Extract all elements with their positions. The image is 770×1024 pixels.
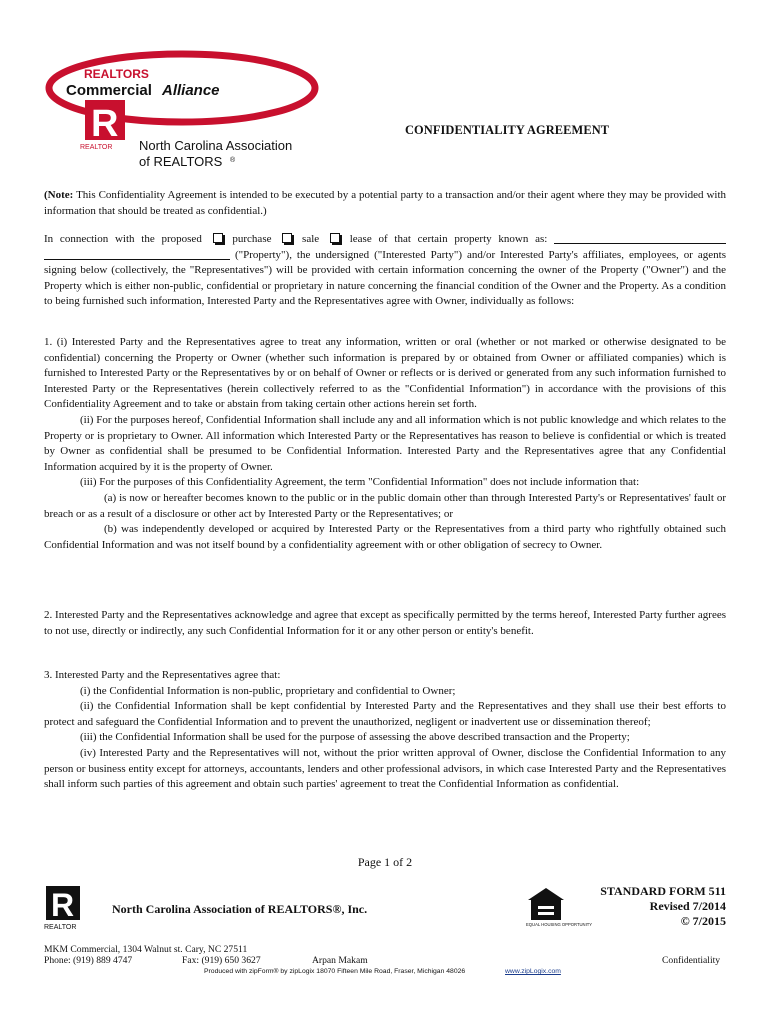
logo-realtor-mark: REALTOR [80, 144, 113, 151]
s1-ii: (ii) For the purposes hereof, Confidential Information shall include any and all information which is not public knowledge and which relates to the Property or is proprietary to Owner. All information which Interested Party or the Representatives has reason to believe is confidential or which is treated by Owner as confidential shall be presumed to be Confidential Information. Interested Party and the Representatives agree that any Confidential Information acquired by it is the property of Owner. [44, 413, 726, 473]
logo-org-line1: North Carolina Association [139, 138, 293, 153]
logo-reg: ® [230, 157, 236, 164]
lease-checkbox[interactable] [330, 233, 340, 243]
logo-realtors-text: REALTORS [84, 67, 149, 81]
produced-with-line: Produced with zipForm® by zipLogix 18070 Fifteen Mile Road, Fraser, Michigan 48026 [204, 968, 466, 975]
sale-label: sale [302, 233, 320, 245]
agent-name: Arpan Makam [312, 955, 368, 966]
sale-checkbox[interactable] [282, 233, 292, 243]
form-info [560, 884, 726, 929]
property-field-1[interactable] [554, 243, 726, 244]
intro-lead: In connection with the proposed [44, 233, 202, 245]
footer-org-name: North Carolina Association of REALTORS®, Inc. [112, 902, 368, 916]
broker-fax: Fax: (919) 650 3627 [182, 955, 261, 966]
purchase-label: purchase [232, 233, 272, 245]
note-text: This Confidentiality Agreement is intended to be executed by a potential party to a transaction and/or their agent where they may be provided with information that should be treated as confidential.) [44, 189, 726, 217]
s3-i: (i) the Confidential Information is non-public, proprietary and confidential to Owner; [80, 684, 456, 697]
intro-after-options: of that certain property known as: [378, 233, 548, 245]
document-name: Confidentiality [662, 955, 721, 966]
s1-a: (a) is now or hereafter becomes known to the public or in the public domain other than through Interested Party's or Representatives' fault or breach or as a result of a disclosure or other act by Interested Party or the Representatives; or [44, 491, 726, 520]
realtors-commercial-alliance-logo [44, 50, 324, 175]
form-copyright: © 7/2015 [680, 914, 726, 928]
s2: 2. Interested Party and the Representatives acknowledge and agree that except as specifically permitted by the terms hereof, Interested Party further agrees to not use, directly or indirectly, any such Confidential Information for it or any other person or entity's benefit. [44, 609, 726, 637]
broker-phone: Phone: (919) 889 4747 [44, 955, 133, 966]
intro-after-blank: ("Property"), the undersigned ("Interested Party") and/or Interested Party's affiliates, employees, or agents signing below (collectively, the "Representatives") will be provided with certain information concerning the owner of the Property ("Owner") and the Property which is either non-public, confidential or proprietary in nature concerning the financial condition of the Owner and the Property. As a condition to being furnished such information, Interested Party and the Representatives agree with Owner, individually as follows: [44, 248, 726, 308]
logo-alliance-text: Alliance [162, 82, 220, 99]
ziplogix-link[interactable]: www.zipLogix.com [505, 968, 561, 975]
property-field-2[interactable] [44, 259, 230, 260]
realtor-logo-icon [44, 884, 88, 932]
form-number: STANDARD FORM 511 [600, 884, 726, 898]
s3: 3. Interested Party and the Representatives agree that: [44, 669, 281, 681]
s3-ii: (ii) the Confidential Information shall be kept confidential by Interested Party and the Representatives and they shall use their best efforts to protect and safeguard the Confidential Information and to prevent the unauthorized, negligent or inadvertent use or dissemination thereof; [44, 700, 726, 728]
s1-iii: (iii) For the purposes of this Confidentiality Agreement, the term "Confidential Information" does not include information that: [80, 476, 640, 489]
purchase-checkbox[interactable] [213, 233, 223, 243]
intro-paragraph [44, 232, 726, 310]
s3-iii: (iii) the Confidential Information shall be used for the purpose of assessing the above described transaction and the Property; [80, 731, 630, 744]
logo-graphic [44, 50, 324, 175]
svg-text:R: R [51, 887, 75, 923]
section-3 [44, 668, 726, 793]
broker-address: MKM Commercial, 1304 Walnut st. Cary, NC 27511 [44, 944, 248, 955]
s1-b: (b) was independently developed or acquired by Interested Party or the Representatives from a third party who rightfully obtained such Confidential Information and was not itself bound by a confidentiality agreement with or other obligation of secrecy to Owner. [44, 523, 726, 551]
logo-org-line2: of REALTORS [139, 154, 223, 169]
note-paragraph [44, 188, 726, 219]
logo-commercial-text: Commercial [66, 82, 152, 99]
section-2 [44, 608, 726, 639]
svg-text:R: R [91, 103, 119, 145]
footer-realtor-mark: REALTOR [44, 924, 77, 931]
equal-housing-text: EQUAL HOUSING OPPORTUNITY [526, 922, 593, 927]
section-1 [44, 335, 726, 553]
footer-realtor-logo [44, 884, 88, 937]
form-revised: Revised 7/2014 [649, 899, 726, 913]
lease-label: lease [349, 233, 372, 245]
s1-i: 1. (i) Interested Party and the Representatives agree to treat any information, written or oral (whether or not marked or otherwise designated to be confidential) concerning the Property or Owner (whether such information is prepared by or obtained from Owner or affiliated companies) which is furnished to Interested Party or the Representatives by or on behalf of Owner or reflects or is derived or generated from any such information furnished to Interested Party or the Representatives (herein collectively referred to as the "Confidential Information") in accordance with the provisions of this Confidentiality Agreement and to take or abstain from taking certain other actions herein set forth. [44, 336, 726, 411]
page-number: Page 1 of 2 [357, 855, 413, 869]
document-title: CONFIDENTIALITY AGREEMENT [405, 123, 610, 137]
s3-iv: (iv) Interested Party and the Representatives will not, without the prior written approval of Owner, disclose the Confidential Information to any person or business entity except for attorneys, accountants, lenders and other professional advisors, in which case Interested Party and the Representatives shall inform such parties of this agreement and obtain such parties' agreement to treat the Confidential Information as confidential. [44, 746, 726, 791]
note-prefix: (Note: [44, 189, 74, 201]
